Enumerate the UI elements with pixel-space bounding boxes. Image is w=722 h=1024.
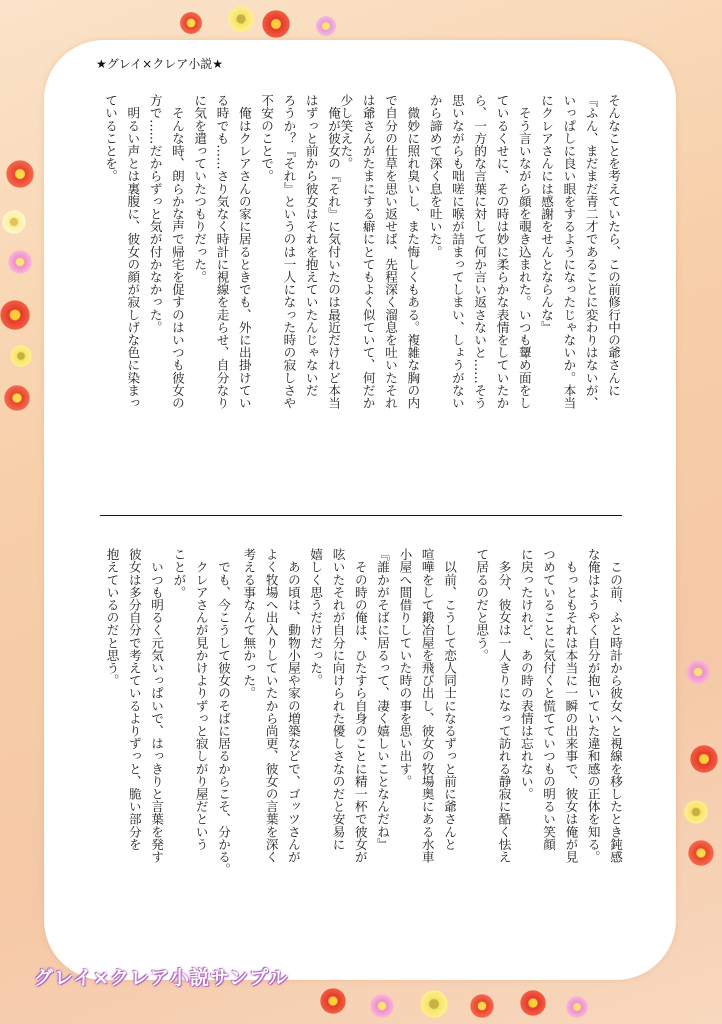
flower-decoration <box>470 994 494 1018</box>
text-line: 以前、こうして恋人同士になるずっと前に爺さんと <box>442 548 457 851</box>
page-header: ★グレイ×クレア小説★ <box>96 57 223 71</box>
text-line: て居るのだと思う。 <box>474 548 490 662</box>
flower-decoration <box>6 160 34 188</box>
text-line: 俺が彼女の『それ』に気付いたのは最近だけれど本当 <box>326 94 341 409</box>
text-line: 少し笑えた。 <box>338 94 354 170</box>
section-divider <box>100 515 622 516</box>
text-line: 『誰かがそばに居るって、凄く嬉しいことなんだね』 <box>375 548 391 851</box>
text-line: よく牧場へ出入りしていたから尚更、彼女の言葉を深く <box>263 548 279 863</box>
text-line: に気を遣っていたつもりだった。 <box>192 94 208 283</box>
text-line: で自分の仕草を思い返せば、先程深く溜息を吐いたそれ <box>383 94 399 409</box>
text-line: いっぱしに良い眼をするようになったじゃないか。本当 <box>561 94 577 409</box>
flower-decoration <box>316 16 336 36</box>
flower-decoration <box>0 300 30 330</box>
text-line: その時の俺は、ひたすら自身のことに精一杯で彼女が <box>352 548 368 863</box>
flower-decoration <box>420 990 448 1018</box>
flower-decoration <box>688 840 714 866</box>
upper-text-block-1 <box>332 94 624 486</box>
text-line: ろうか？『それ』というのは一人になった時の寂しさや <box>281 94 297 409</box>
text-line: 不安のことで。 <box>259 94 275 183</box>
text-line: 思いながらも咄嗟に喉が詰まってしまい、しょうがない <box>449 94 465 409</box>
text-line: あの頃は、動物小屋や家の増築などで、ゴッツさんが <box>285 548 301 863</box>
footer-title: グレイ×クレア小説サンプル <box>34 967 289 989</box>
flower-decoration <box>370 994 394 1018</box>
flower-decoration <box>10 345 32 367</box>
flower-decoration <box>228 6 254 32</box>
text-line: 『ふん、まだまだ青二才であることに変わりはないが、 <box>583 94 599 409</box>
text-line: そう言いながら顔を覗き込まれた。いつも顰め面をし <box>516 94 532 409</box>
text-line: でも、今こうして彼女のそばに居るからこそ、分かる。 <box>216 548 231 876</box>
text-line: な俺はようやく自分が抱いていた違和感の正体を知る。 <box>585 548 601 863</box>
flower-decoration <box>180 12 202 34</box>
text-line: 考える事なんて無かった。 <box>241 548 257 700</box>
flower-decoration <box>2 210 26 234</box>
text-line: は爺さんがたまにする癖にとてもよく似ていて、何だか <box>360 94 376 409</box>
text-line: 喧嘩をして鍛冶屋を飛び出し、彼女の牧場奥にある水車 <box>419 548 435 863</box>
text-line: もっともそれは本当に一瞬の出来事で、彼女は俺が見 <box>563 548 579 863</box>
text-line: に戻ったけれど、あの時の表情は忘れない。 <box>518 548 534 800</box>
text-line: 嬉しく思うだけだった。 <box>308 548 324 687</box>
text-line: クレアさんが見かけよりずっと寂しがり屋だという <box>193 548 209 851</box>
text-line: ているくせに、その時は妙に柔らかな表情をしていたか <box>494 94 510 409</box>
upper-text-block-2 <box>96 94 344 486</box>
text-line: 多分、彼女は一人きりになって訪れる静寂に酷く怯え <box>496 548 512 863</box>
text-line: そんなことを考えていたら、この前修行中の爺さんに <box>606 94 621 397</box>
text-line: 彼女は多分自分で考えているよりずっと、脆い部分を <box>126 548 142 851</box>
text-line: 明るい声とは裏腹に、彼女の顔が寂しげな色に染まっ <box>125 94 141 409</box>
text-line: はずっと前から彼女はそれを抱えていたんじゃないだ <box>303 94 319 397</box>
text-line: いつも明るく元気いっぱいで、はっきりと言葉を発す <box>149 548 165 863</box>
text-line: つめていることに気付くと慌てていつもの明るい笑顔 <box>541 548 557 851</box>
flower-decoration <box>684 800 708 824</box>
lower-text-block-2 <box>234 548 460 940</box>
text-line: ら、一方的な言葉に対して何か言い返さないと……そう <box>472 94 488 409</box>
text-line: 微妙に照れ臭いし、また悔しくもある。複雑な胸の内 <box>405 94 421 409</box>
text-line: ことが。 <box>171 548 187 599</box>
text-line: ていることを。 <box>103 94 119 183</box>
text-line: そんな時、朗らかな声で帰宅を促すのはいつも彼女の <box>169 94 185 409</box>
text-line: この前、ふと時計から彼女へと視線を移したとき鈍感 <box>608 548 623 863</box>
text-line: 抱えているのだと思う。 <box>104 548 120 687</box>
flower-decoration <box>262 10 290 38</box>
flower-decoration <box>520 990 546 1016</box>
flower-decoration <box>690 745 718 773</box>
text-line: から諦めて深く息を吐いた。 <box>427 94 443 258</box>
text-line: 俺はクレアさんの家に居るときでも、外に出掛けてい <box>236 94 252 409</box>
flower-decoration <box>686 660 710 684</box>
flower-decoration <box>320 988 346 1014</box>
flower-decoration <box>566 996 588 1018</box>
lower-text-block-3 <box>96 548 234 940</box>
lower-text-block-1 <box>466 548 626 940</box>
text-line: にクレアさんには感謝をせんとならんな』 <box>539 94 555 334</box>
text-line: 方で……だからずっと気が付かなかった。 <box>147 94 163 334</box>
text-line: る時でも……さり気なく時計に視線を走らせ、自分なり <box>214 94 230 409</box>
flower-decoration <box>8 250 32 274</box>
text-line: 小屋へ間借りしていた時の事を思い出す。 <box>397 548 413 788</box>
text-line: 呟いたそれが自分に向けられた優しさなのだと安易に <box>330 548 346 851</box>
flower-decoration <box>4 385 30 411</box>
